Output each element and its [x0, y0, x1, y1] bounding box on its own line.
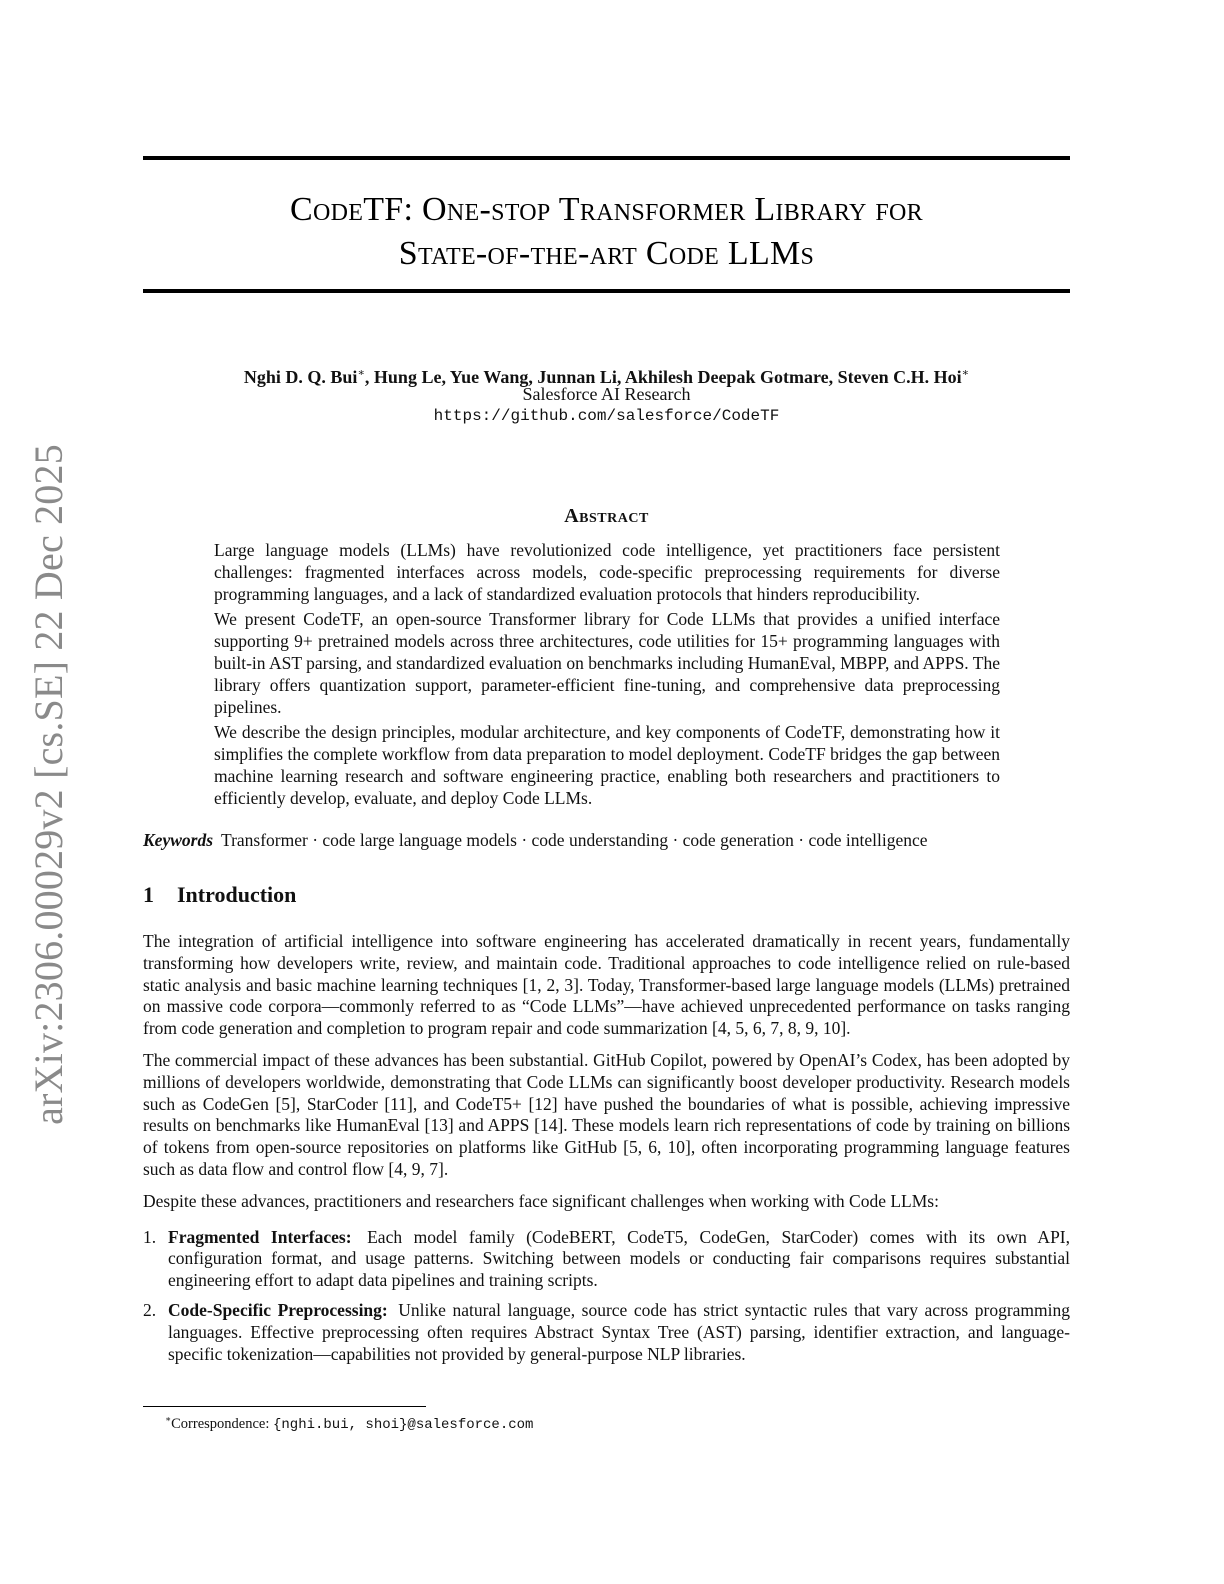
list-item-term: Fragmented Interfaces:	[168, 1226, 352, 1247]
arxiv-identifier-text: arXiv:2306.00029v2 [cs.SE] 22 Dec 2025	[25, 443, 71, 1125]
keywords-line	[143, 829, 1070, 851]
repository-url[interactable]: https://github.com/salesforce/CodeTF	[433, 407, 780, 425]
body-paragraph: The commercial impact of these advances has been substantial. GitHub Copilot, powered by OpenAI’s Codex, has been adopted by millions of developers worldwide, demonstrating that Code LLMs can significantly boost developer productivity. Research models such as CodeGen [5], StarCoder [11], and CodeT5+ [12] have pushed the boundaries of what is possible, achieving impressive results on benchmarks like HumanEval [13] and APPS [14]. These models learn rich representations of code by training on billions of tokens from open-source repositories on platforms like GitHub [5, 6, 10], often incorporating programming language features such as data flow and control flow [4, 9, 7].	[143, 1049, 1070, 1179]
author-name: Junnan Li	[537, 367, 617, 387]
author-name: Steven C.H. Hoi	[837, 367, 962, 387]
author-name: Akhilesh Deepak Gotmare	[624, 367, 829, 387]
footnote-label: Correspondence:	[171, 1415, 273, 1432]
author-name: Hung Le	[373, 367, 442, 387]
section-title: Introduction	[177, 882, 297, 907]
body-paragraph: The integration of artificial intelligence into software engineering has accelerated dramatically in recent years, fundamentally transforming how developers write, review, and maintain code. Traditional approaches to code intelligence relied on rule-based static analysis and basic machine learning techniques [1, 2, 3]. Today, Transformer-based large language models (LLMs) pretrained on massive code corpora—commonly referred to as “Code LLMs”—have achieved unprecedented performance on tasks ranging from code generation and completion to program repair and code summarization [4, 5, 6, 7, 8, 9, 10].	[143, 931, 1070, 1039]
footnote-email[interactable]: {nghi.bui, shoi}@salesforce.com	[273, 1416, 534, 1433]
body-paragraph: Despite these advances, practitioners and researchers face significant challenges when working with Code LLMs:	[143, 1190, 939, 1211]
title-line-1: CodeTF: One-stop Transformer Library for	[290, 191, 923, 228]
list-item-text: Each model family (CodeBERT, CodeT5, CodeGen, StarCoder) comes with its own API, configuration format, and usage patterns. Switching between models or conducting fair comparisons requires substantial engineering effort to adapt data pipelines and training scripts.	[168, 1226, 1071, 1291]
abstract-body	[214, 540, 1000, 814]
author-separator: ,	[364, 367, 374, 387]
corresponding-mark: ∗	[961, 367, 970, 379]
keywords-label: Keywords	[143, 830, 213, 850]
author-separator: ,	[441, 367, 450, 387]
list-item	[143, 1300, 1070, 1365]
abstract-paragraph: We describe the design principles, modular architecture, and key components of CodeTF, demonstrating how it simplifies the complete workflow from data preparation to model deployment. CodeTF bridges the gap between machine learning research and software engineering practice, enabling both researchers and practitioners to efficiently develop, evaluate, and deploy Code LLMs.	[214, 722, 1000, 808]
abstract-heading: Abstract	[564, 505, 649, 527]
keywords-text: Transformer · code large language models · code understanding · code generation · code intelligence	[221, 830, 928, 850]
author-affiliation: Salesforce AI Research	[522, 384, 691, 404]
abstract-paragraph: Large language models (LLMs) have revolutionized code intelligence, yet practitioners face persistent challenges: fragmented interfaces across models, code-specific preprocessing requirements for diverse programming languages, and a lack of standardized evaluation protocols that hinders reproducibility.	[214, 540, 1000, 604]
introduction-body	[143, 931, 1070, 1373]
author-name: Nghi D. Q. Bui	[243, 367, 358, 387]
abstract-paragraph: We present CodeTF, an open-source Transformer library for Code LLMs that provides a unified interface supporting 9+ pretrained models across three architectures, code utilities for 15+ programming languages with built-in AST parsing, and standardized evaluation on benchmarks including HumanEval, MBPP, and APPS. The library offers quantization support, parameter-efficient fine-tuning, and comprehensive data preprocessing pipelines.	[214, 609, 1000, 717]
author-separator: ,	[616, 367, 625, 387]
title-top-rule	[143, 156, 1070, 160]
title-line-2: State-of-the-art Code LLMs	[398, 235, 815, 272]
footnote-rule	[143, 1406, 426, 1407]
arxiv-identifier-stamp	[26, 442, 70, 1126]
corresponding-mark: ∗	[357, 367, 365, 379]
author-separator: ,	[528, 367, 538, 387]
title-bottom-rule	[143, 289, 1070, 293]
list-item-marker: 1.	[143, 1226, 157, 1247]
footnote	[165, 1410, 533, 1434]
challenges-list	[143, 1227, 1070, 1366]
section-number: 1	[143, 882, 154, 907]
author-separator: ,	[828, 367, 838, 387]
list-item	[143, 1227, 1070, 1292]
list-item-term: Code-Specific Preprocessing:	[168, 1299, 388, 1320]
author-name: Yue Wang	[449, 367, 529, 387]
list-item-text: Unlike natural language, source code has strict syntactic rules that vary across programming languages. Effective preprocessing often requires Abstract Syntax Tree (AST) parsing, identifier extraction, and language-specific tokenization—capabilities not provided by general-purpose NLP libraries.	[168, 1299, 1071, 1364]
list-item-marker: 2.	[143, 1299, 157, 1320]
section-heading	[143, 881, 296, 909]
footnote-mark: ∗	[165, 1414, 172, 1424]
paper-title	[143, 188, 1070, 276]
